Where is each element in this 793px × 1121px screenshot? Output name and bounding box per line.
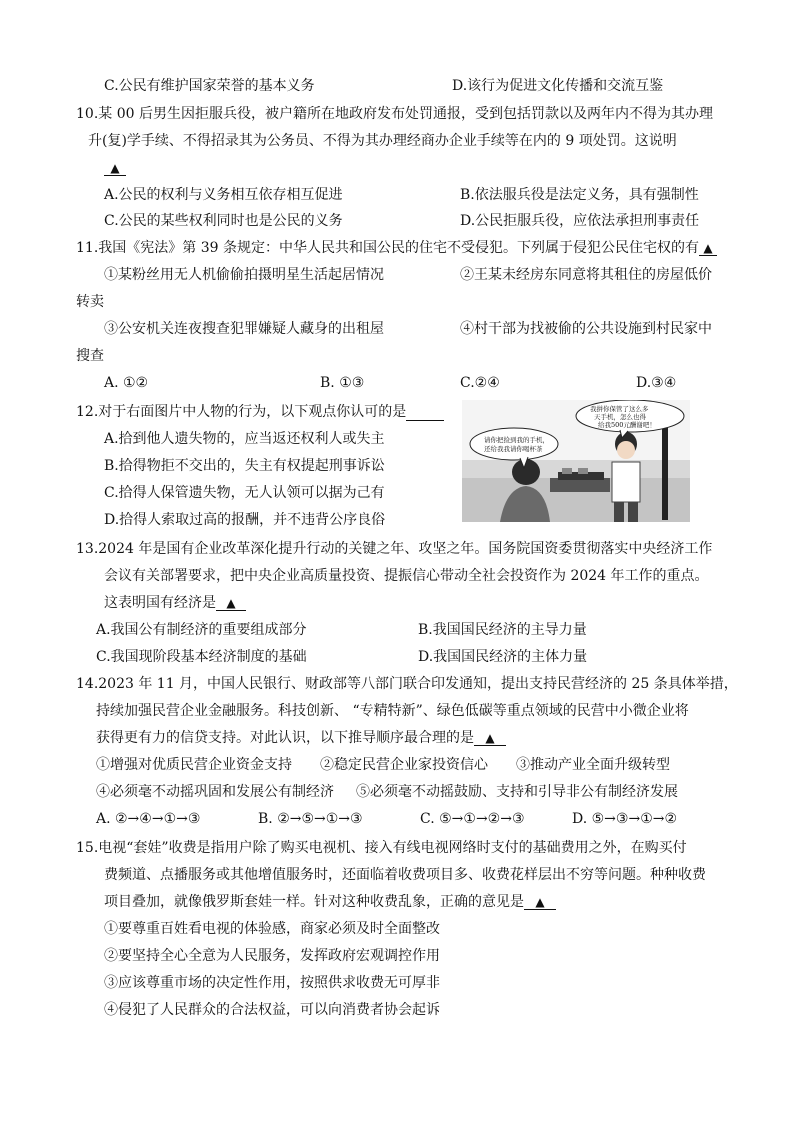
q15-item-3: ③应该尊重市场的决定性作用，按照供求收费无可厚非 — [104, 975, 440, 991]
q14-stem-line2: 持续加强民营企业金融服务。科技创新、 “专精特新”、绿色低碳等重点领域的民营中小微企业将 — [96, 703, 689, 719]
q12-cartoon-drawing — [462, 400, 690, 522]
q12-cartoon-image — [462, 400, 690, 522]
q13-stem-line2: 会议有关部署要求，把中央企业高质量投资、提振信心带动全社会投资作为 2024 年工作的重点。 — [104, 568, 709, 584]
q9-option-c: C.公民有维护国家荣誉的基本义务 — [104, 78, 315, 94]
q10-option-c: C.公民的某些权利同时也是公民的义务 — [104, 213, 343, 229]
q12-option-c: C.拾得人保管遗失物，无人认领可以据为己有 — [104, 485, 385, 501]
q11-item-4-continued: 搜查 — [76, 348, 104, 364]
q14-answer-blank[interactable]: ▲ — [474, 731, 506, 746]
q13-stem-line3: 这表明国有经济是 ▲ — [104, 595, 246, 612]
q14-item-4: ④必须毫不动摇巩固和发展公有制经济 — [96, 784, 334, 800]
q10-answer-blank[interactable]: ▲ — [104, 160, 126, 177]
q14-stem-line3: 获得更有力的信贷支持。对此认识，以下推导顺序最合理的是 ▲ — [96, 730, 506, 747]
q11-item-2-continued: 转卖 — [76, 294, 104, 310]
q9-option-d: D.该行为促进文化传播和交流互鉴 — [452, 78, 664, 94]
q13-option-b: B.我国国民经济的主导力量 — [418, 622, 587, 638]
q12-stem: 12.对于右面图片中人物的行为，以下观点你认可的是 — [76, 404, 444, 421]
q12-option-a: A.拾到他人遗失物的，应当返还权利人或失主 — [104, 431, 385, 447]
q15-item-1: ①要尊重百姓看电视的体验感，商家必须及时全面整改 — [104, 921, 440, 937]
q10-stem-line1: 10.某 00 后男生因拒服兵役，被户籍所在地政府发布处罚通报，受到包括罚款以及两年内不得为其办理 — [76, 106, 713, 122]
q14-item-5: ⑤必须毫不动摇鼓励、支持和引导非公有制经济发展 — [356, 784, 678, 800]
q11-answer-blank[interactable]: ▲ — [699, 241, 717, 256]
q13-option-d: D.我国国民经济的主体力量 — [418, 649, 588, 665]
q15-stem-line3: 项目叠加，就像俄罗斯套娃一样。针对这种收费乱象，正确的意见是 ▲ — [104, 894, 556, 911]
q12-option-b: B.拾得物拒不交出的，失主有权提起刑事诉讼 — [104, 458, 385, 474]
q13-option-c: C.我国现阶段基本经济制度的基础 — [96, 649, 307, 665]
q12-bubble-right-line1: 我拼你保管了这么多 — [590, 405, 649, 413]
q14-option-b: B. ②→⑤→①→③ — [258, 811, 363, 827]
q12-bubble-left-line2: 还给我我请你喝杯茶 — [484, 445, 543, 453]
q12-bubble-right-line2: 天手机，怎么也得 — [594, 413, 646, 421]
q10-option-a: A.公民的权利与义务相互依存相互促进 — [104, 187, 343, 203]
q11-stem: 11.我国《宪法》第 39 条规定：中华人民共和国公民的住宅不受侵犯。下列属于侵犯公民住宅权的有 ▲ — [76, 240, 717, 257]
q15-item-4: ④侵犯了人民群众的合法权益，可以向消费者协会起诉 — [104, 1002, 440, 1018]
q15-item-2: ②要坚持全心全意为人民服务，发挥政府宏观调控作用 — [104, 948, 440, 964]
q11-item-2: ②王某未经房东同意将其租住的房屋低价 — [460, 267, 712, 283]
q15-stem-line2: 费频道、点播服务或其他增值服务时，还面临着收费项目多、收费花样层出不穷等问题。种种收费 — [104, 867, 706, 883]
q14-option-d: D. ⑤→③→①→② — [572, 811, 678, 827]
q12-answer-blank[interactable] — [406, 406, 444, 421]
q11-option-d: D.③④ — [636, 375, 677, 391]
q12-bubble-left-line1: 请你把捡到我的手机， — [484, 436, 549, 444]
q15-answer-blank[interactable]: ▲ — [524, 895, 556, 910]
q14-item-2: ②稳定民营企业家投资信心 — [320, 757, 488, 773]
q13-stem-line1: 13.2024 年是国有企业改革深化提升行动的关键之年、攻坚之年。国务院国资委贯彻落实中央经济工作 — [76, 541, 713, 557]
q10-stem-line2: 升(复)学手续、不得招录其为公务员、不得为其办理经商办企业手续等在内的 9 项处罚。这说明 — [88, 133, 677, 149]
q11-option-a: A. ①② — [104, 375, 149, 391]
q14-item-3: ③推动产业全面升级转型 — [516, 757, 670, 773]
q14-option-a: A. ②→④→①→③ — [96, 811, 201, 827]
q11-item-3: ③公安机关连夜搜查犯罪嫌疑人藏身的出租屋 — [104, 321, 384, 337]
q11-option-c: C.②④ — [460, 375, 500, 391]
q13-option-a: A.我国公有制经济的重要组成部分 — [96, 622, 307, 638]
q15-stem-line1: 15.电视“套娃”收费是指用户除了购买电视机、接入有线电视网络时支付的基础费用之外，在购买付 — [76, 840, 687, 856]
q11-option-b: B. ①③ — [320, 375, 365, 391]
q12-bubble-right-line3: 给我500元酬谢吧！ — [598, 421, 656, 429]
q14-stem-line1: 14.2023 年 11 月，中国人民银行、财政部等八部门联合印发通知，提出支持民营经济的 25 条具体举措， — [76, 676, 738, 692]
q14-option-c: C. ⑤→①→②→③ — [420, 811, 525, 827]
q11-item-1: ①某粉丝用无人机偷偷拍摄明星生活起居情况 — [104, 267, 384, 283]
q11-item-4: ④村干部为找被偷的公共设施到村民家中 — [460, 321, 712, 337]
q10-option-d: D.公民拒服兵役，应依法承担刑事责任 — [460, 213, 700, 229]
q13-answer-blank[interactable]: ▲ — [216, 596, 246, 611]
q12-option-d: D.拾得人索取过高的报酬，并不违背公序良俗 — [104, 512, 386, 528]
q14-item-1: ①增强对优质民营企业资金支持 — [96, 757, 292, 773]
q10-option-b: B.依法服兵役是法定义务，具有强制性 — [460, 187, 699, 203]
